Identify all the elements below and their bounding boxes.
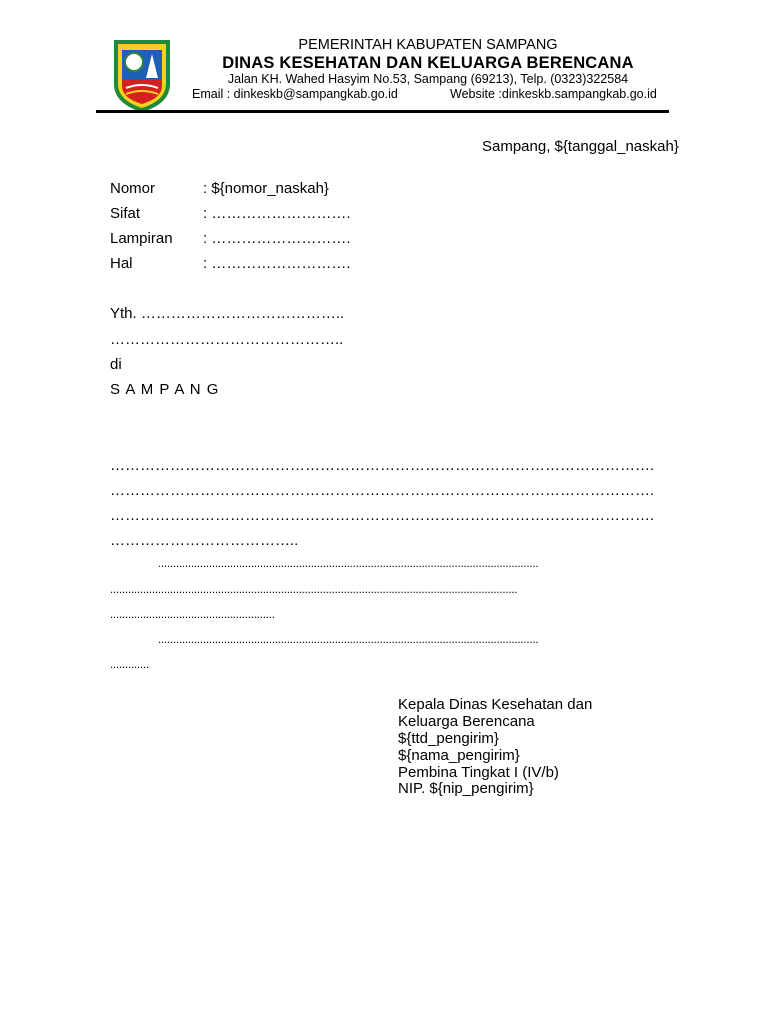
meta-label-sifat: Sifat — [110, 205, 141, 222]
meta-value-hal: : ………………………. — [203, 255, 351, 272]
body-p1-line-2: ………………………………………………………………………………………………. — [110, 482, 655, 499]
meta-label-hal: Hal — [110, 255, 133, 272]
recipient-line2: ……………………………………….. — [110, 331, 344, 348]
kop-email: Email : dinkeskb@sampangkab.go.id — [192, 87, 398, 101]
signature-name: ${nama_pengirim} — [398, 747, 520, 764]
body-p1-line-1: ………………………………………………………………………………………………. — [110, 457, 655, 474]
signature-nip: NIP. ${nip_pengirim} — [398, 780, 534, 797]
body-p2-line-2: ........................................................................................................................................ — [110, 584, 518, 596]
body-p2-line-3: ....................................................... — [110, 609, 275, 621]
sampang-regency-emblem — [112, 38, 172, 112]
body-p3-line-1: ............................................................................................................................... — [158, 634, 539, 646]
body-p1-line-3: ………………………………………………………………………………………………. — [110, 507, 655, 524]
signature-ttd: ${ttd_pengirim} — [398, 730, 499, 747]
letterhead-divider — [96, 110, 669, 113]
kop-website: Website :dinkeskb.sampangkab.go.id — [450, 87, 657, 101]
place-date: Sampang, ${tanggal_naskah} — [482, 138, 679, 155]
meta-label-lampiran: Lampiran — [110, 230, 173, 247]
kop-agency-name: DINAS KESEHATAN DAN KELUARGA BERENCANA — [222, 54, 634, 72]
body-p1-line-4: ……………………………….. — [110, 532, 299, 549]
kop-government-name: PEMERINTAH KABUPATEN SAMPANG — [298, 37, 558, 53]
signature-rank: Pembina Tingkat I (IV/b) — [398, 764, 559, 781]
meta-value-sifat: : ………………………. — [203, 205, 351, 222]
recipient-yth: Yth. ………………………………….. — [110, 305, 345, 322]
body-p3-line-2: ............. — [110, 659, 149, 671]
signature-position-line-2: Keluarga Berencana — [398, 713, 535, 730]
signature-position-line-1: Kepala Dinas Kesehatan dan — [398, 696, 593, 713]
recipient-city: S A M P A N G — [110, 381, 220, 398]
meta-value-lampiran: : ………………………. — [203, 230, 351, 247]
body-p2-line-1: ............................................................................................................................... — [158, 558, 539, 570]
meta-label-nomor: Nomor — [110, 180, 156, 197]
meta-value-nomor: : ${nomor_naskah} — [203, 180, 329, 197]
kop-address: Jalan KH. Wahed Hasyim No.53, Sampang (69213), Telp. (0323)322584 — [227, 72, 629, 86]
recipient-di: di — [110, 356, 122, 373]
